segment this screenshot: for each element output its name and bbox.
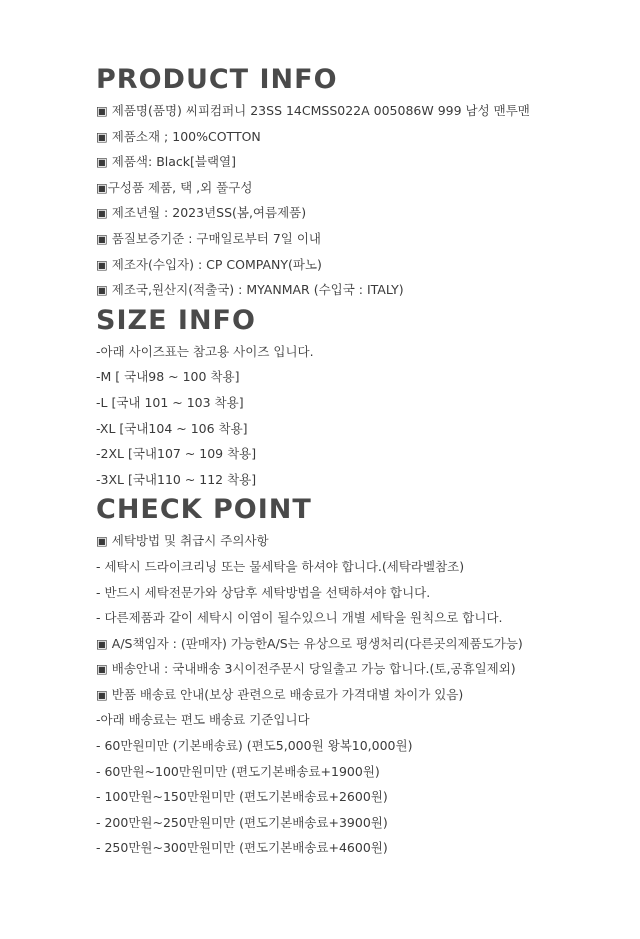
size-info-line: -XL [국내104 ~ 106 착용] — [96, 420, 248, 436]
check-point-line: - 반드시 세탁전문가와 상담후 세탁방법을 선택하셔야 합니다. — [96, 584, 431, 600]
size-info-line: -3XL [국내110 ~ 112 착용] — [96, 471, 257, 487]
product-info-line: ▣ 제조자(수입자) : CP COMPANY(파노) — [96, 256, 322, 272]
size-info-line: -M [ 국내98 ~ 100 착용] — [96, 369, 240, 385]
check-point-line: - 250만원~300만원미만 (편도기본배송료+4600원) — [96, 840, 388, 856]
check-point-line: - 60만원~100만원미만 (편도기본배송료+1900원) — [96, 763, 380, 779]
check-point-line: ▣ 세탁방법 및 취급시 주의사항 — [96, 533, 269, 549]
check-point-line: - 60만원미만 (기본배송료) (편도5,000원 왕복10,000원) — [96, 738, 413, 754]
product-info-line: ▣구성품 제품, 택 ,외 풀구성 — [96, 179, 253, 195]
check-point-line: ▣ 배송안내 : 국내배송 3시이전주문시 당일출고 가능 합니다.(토,공휴일제외) — [96, 661, 516, 677]
product-detail-document — [96, 62, 616, 861]
product-info-line: ▣ 제품명(품명) 씨피컴퍼니 23SS 14CMSS022A 005086W 999 남성 맨투맨 — [96, 103, 530, 118]
product-info-line: ▣ 제품색: Black[블랙열] — [96, 154, 236, 170]
product-info-line: ▣ 제품소재 ; 100%COTTON — [96, 128, 261, 144]
check-point-line: - 200만원~250만원미만 (편도기본배송료+3900원) — [96, 814, 388, 830]
check-point-line: ▣ 반품 배송료 안내(보상 관련으로 배송료가 가격대별 차이가 있음) — [96, 686, 464, 702]
product-info-line: ▣ 품질보증기준 : 구매일로부터 7일 이내 — [96, 230, 321, 246]
check-point-line: - 다른제품과 같이 세탁시 이염이 될수있으니 개별 세탁을 원칙으로 합니다. — [96, 610, 503, 626]
size-info-line: -2XL [국내107 ~ 109 착용] — [96, 446, 257, 462]
check-point-line: - 세탁시 드라이크리닝 또는 물세탁을 하셔야 합니다.(세탁라벨참조) — [96, 558, 465, 574]
check-point-line: -아래 배송료는 편도 배송료 기준입니다 — [96, 712, 310, 728]
check-point-line: - 100만원~150만원미만 (편도기본배송료+2600원) — [96, 789, 388, 805]
check-point-line: ▣ A/S책임자 : (판매자) 가능한A/S는 유상으로 평생처리(다른곳의제품도가능) — [96, 635, 523, 651]
product-info-line: ▣ 제조국,원산지(적출국) : MYANMAR (수입국 : ITALY) — [96, 282, 404, 298]
size-info-title: SIZE INFO — [96, 304, 256, 336]
product-info-line: ▣ 제조년월 : 2023년SS(봄,여름제품) — [96, 205, 307, 221]
check-point-title: CHECK POINT — [96, 494, 312, 526]
size-info-line: -아래 사이즈표는 참고용 사이즈 입니다. — [96, 343, 314, 359]
size-info-section — [96, 303, 616, 493]
product-info-section — [96, 62, 616, 303]
product-info-title: PRODUCT INFO — [96, 64, 338, 95]
check-point-section — [96, 492, 616, 861]
size-info-line: -L [국내 101 ~ 103 착용] — [96, 394, 244, 410]
